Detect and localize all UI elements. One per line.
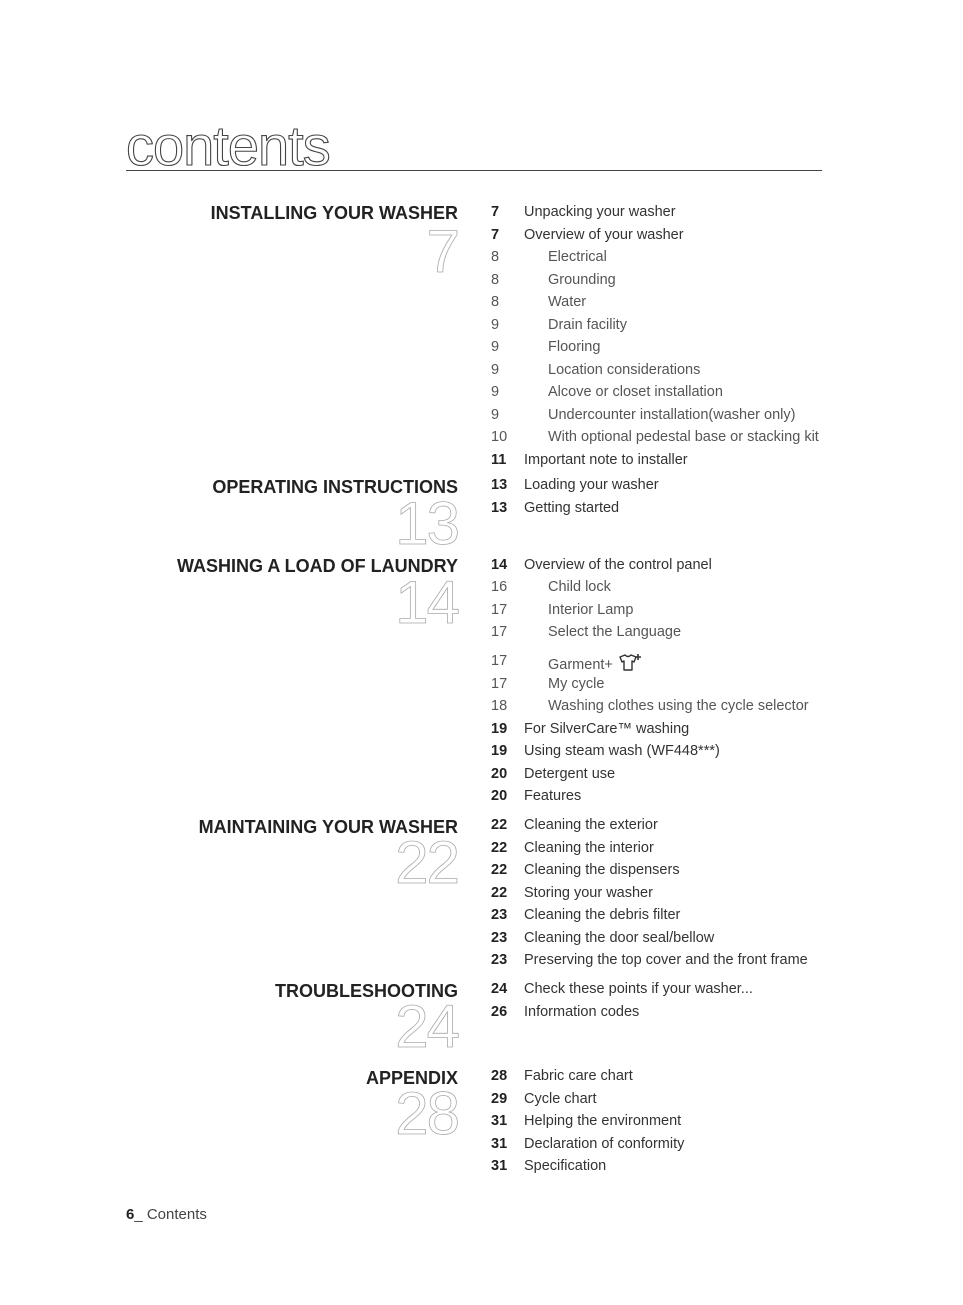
toc-page-number: 9: [491, 384, 500, 400]
toc-page-number: 23: [491, 907, 508, 923]
toc-page-number: 8: [491, 294, 500, 310]
toc-entry-text: Declaration of conformity: [524, 1136, 685, 1152]
toc-page-number: 7: [491, 204, 500, 220]
toc-page-number: 18: [491, 698, 508, 714]
section-title-operating: OPERATING INSTRUCTIONS: [212, 477, 458, 497]
section-title-installing: INSTALLING YOUR WASHER: [210, 203, 458, 223]
toc-entry-text: Features: [524, 788, 582, 804]
section-number-troubleshooting: 24: [395, 993, 458, 1060]
toc-page-number: 9: [491, 407, 500, 423]
toc-entry-text: Interior Lamp: [548, 602, 634, 618]
section-title-maintaining: MAINTAINING YOUR WASHER: [198, 817, 458, 837]
toc-entry-text: Cycle chart: [524, 1091, 597, 1107]
section-number-appendix: 28: [395, 1080, 458, 1147]
toc-entry-text: For SilverCare™ washing: [524, 721, 690, 737]
toc-entry-text: Cleaning the door seal/bellow: [524, 930, 715, 946]
toc-entry-text: Important note to installer: [524, 452, 688, 468]
toc-page-number: 29: [491, 1091, 508, 1107]
toc-page-number: 23: [491, 930, 508, 946]
toc-page-number: 9: [491, 362, 500, 378]
title-rule: [126, 170, 822, 171]
footer-page-number: 6: [126, 1206, 135, 1223]
toc-page-number: 13: [491, 500, 508, 516]
section-title-troubleshooting: TROUBLESHOOTING: [275, 981, 458, 1001]
toc-entry-text: Using steam wash (WF448***): [524, 743, 720, 759]
toc-page-number: 22: [491, 885, 508, 901]
toc-page-number: 8: [491, 272, 500, 288]
toc-page-number: 17: [491, 676, 508, 692]
toc-entry-text: Select the Language: [548, 624, 682, 640]
toc-page-number: 14: [491, 557, 508, 573]
toc-entry-text: Cleaning the exterior: [524, 817, 658, 833]
toc-page-number: 31: [491, 1136, 508, 1152]
toc-page-number: 24: [491, 981, 508, 997]
toc-entry-text: Information codes: [524, 1004, 640, 1020]
toc-entry-text: Specification: [524, 1158, 607, 1174]
toc-page-number: 17: [491, 653, 508, 669]
section-number-washing: 14: [395, 569, 458, 636]
toc-page-number: 9: [491, 317, 500, 333]
toc-entry-text: Check these points if your washer...: [524, 981, 753, 997]
section-title-appendix: APPENDIX: [365, 1068, 458, 1088]
toc-entry-text: Grounding: [548, 272, 616, 288]
toc-entry-text: With optional pedestal base or stacking kit: [548, 429, 819, 445]
toc-entry-text: Fabric care chart: [524, 1068, 633, 1084]
toc-entry-text: Alcove or closet installation: [548, 384, 723, 400]
toc-page-number: 20: [491, 788, 508, 804]
toc-entry-text: Helping the environment: [524, 1113, 682, 1129]
toc-page-number: 8: [491, 249, 500, 265]
toc-entry-text: Flooring: [548, 339, 601, 355]
toc-page-number: 22: [491, 817, 508, 833]
toc-entry-text: Cleaning the dispensers: [524, 862, 680, 878]
toc-page-number: 19: [491, 721, 508, 737]
toc-entry-text: My cycle: [548, 676, 605, 692]
toc-page-number: 19: [491, 743, 508, 759]
toc-entry-text: Detergent use: [524, 766, 616, 782]
toc-page-number: 11: [491, 452, 507, 468]
toc-page-number: 20: [491, 766, 508, 782]
section-number-maintaining: 22: [395, 829, 458, 896]
toc-page-number: 22: [491, 862, 508, 878]
toc-page-number: 26: [491, 1004, 508, 1020]
toc-entry-text: Storing your washer: [524, 885, 653, 901]
toc-page-number: 23: [491, 952, 508, 968]
toc-entry-text: Location considerations: [548, 362, 701, 378]
toc-page-number: 31: [491, 1113, 508, 1129]
toc-page-number: 22: [491, 840, 508, 856]
toc-entry-text: Drain facility: [548, 317, 627, 333]
toc-entry-text: Cleaning the interior: [524, 840, 654, 856]
toc-entry-text: Getting started: [524, 500, 620, 516]
section-number-operating: 13: [395, 490, 458, 557]
footer-label: _ Contents: [134, 1206, 207, 1223]
toc-page-number: 17: [491, 602, 508, 618]
toc-entry-text: Loading your washer: [524, 477, 659, 493]
section-title-washing: WASHING A LOAD OF LAUNDRY: [177, 556, 458, 576]
toc-entry-text: Electrical: [548, 249, 607, 265]
toc-page-number: 9: [491, 339, 500, 355]
toc-entry-text: Overview of your washer: [524, 227, 684, 243]
toc-entry-text: Garment+: [548, 657, 613, 673]
toc-page-number: 13: [491, 477, 508, 493]
section-number-installing: 7: [426, 218, 458, 285]
toc-page-number: 7: [491, 227, 500, 243]
toc-entry-text: Preserving the top cover and the front frame: [524, 952, 808, 968]
toc-page-number: 17: [491, 624, 508, 640]
toc-page-number: 10: [491, 429, 508, 445]
toc-page-number: 16: [491, 579, 508, 595]
garment-plus-icon: [617, 653, 643, 673]
toc-entry-text: Undercounter installation(washer only): [548, 407, 796, 423]
toc-entry-text: Child lock: [548, 579, 611, 595]
toc-entry-text: Cleaning the debris filter: [524, 907, 681, 923]
toc-entry-text: Washing clothes using the cycle selector: [548, 698, 809, 714]
toc-entry-text: Unpacking your washer: [524, 204, 676, 220]
toc-entry-text: Overview of the control panel: [524, 557, 712, 573]
page-title: contents: [126, 114, 330, 177]
toc-page-number: 28: [491, 1068, 508, 1084]
toc-page-number: 31: [491, 1158, 508, 1174]
page-footer: [126, 1206, 207, 1223]
toc-entry-text: Water: [548, 294, 587, 310]
